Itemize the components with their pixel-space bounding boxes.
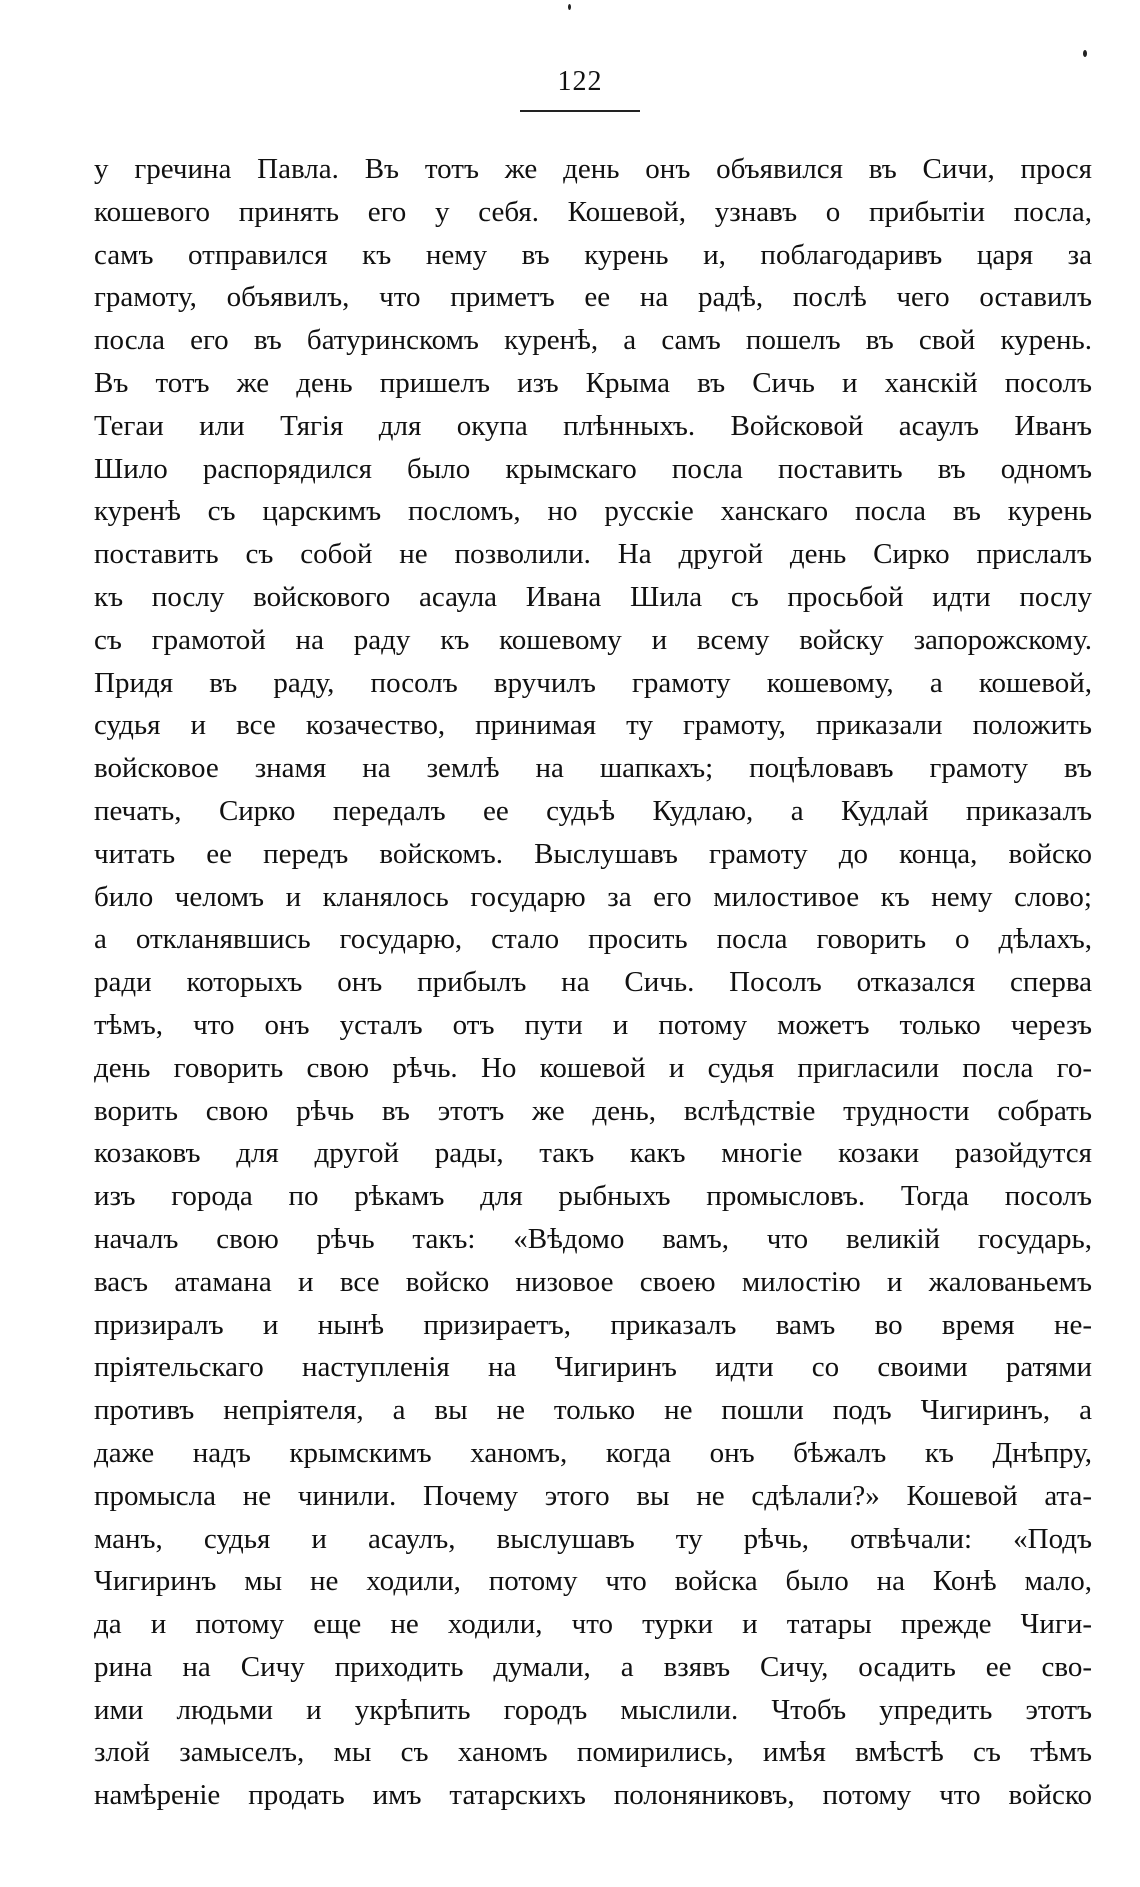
text-line: злой замыселъ, мы съ ханомъ помирились, имѣя вмѣстѣ съ тѣмъ [94, 1736, 1092, 1769]
text-line: противъ непріятеля, а вы не только не пошли подъ Чигиринъ, а [94, 1394, 1092, 1427]
text-line: войсковое знамя на землѣ на шапкахъ; поцѣловавъ грамоту въ [94, 752, 1092, 785]
text-line: судья и все козачество, принимая ту грамоту, приказали положить [94, 709, 1092, 742]
text-line: кошевого принять его у себя. Кошевой, узнавъ о прибытіи посла, [94, 195, 1092, 228]
text-line: ворить свою рѣчь въ этотъ же день, вслѣдствіе трудности собрать [94, 1094, 1092, 1127]
text-line: къ послу войскового асаула Ивана Шила съ просьбой идти послу [94, 580, 1092, 613]
text-line: печать, Сирко передалъ ее судьѣ Кудлаю, а Кудлай приказалъ [94, 794, 1092, 827]
text-line: у гречина Павла. Въ тотъ же день онъ объявился въ Сичи, прося [94, 153, 1092, 185]
text-line: да и потому еще не ходили, что турки и татары прежде Чиги- [94, 1608, 1092, 1641]
text-line: Чигиринъ мы не ходили, потому что войска было на Конѣ мало, [94, 1565, 1092, 1598]
text-line: било челомъ и кланялось государю за его милостивое къ нему слово; [94, 880, 1092, 913]
page-number: 122 [557, 66, 603, 97]
text-line: грамоту, объявилъ, что приметъ ее на радѣ, послѣ чего оставилъ [94, 281, 1092, 314]
text-line: промысла не чинили. Почему этого вы не сдѣлали?» Кошевой ата- [94, 1479, 1092, 1512]
text-line: изъ города по рѣкамъ для рыбныхъ промысловъ. Тогда посолъ [94, 1180, 1092, 1213]
text-line: даже надъ крымскимъ ханомъ, когда онъ бѣжалъ къ Днѣпру, [94, 1436, 1092, 1469]
text-line: рина на Сичу приходить думали, а взявъ Сичу, осадить ее сво- [94, 1650, 1092, 1683]
text-line: ими людьми и укрѣпить городъ мыслили. Чтобъ упредить этотъ [94, 1693, 1092, 1726]
text-line: началъ свою рѣчь такъ: «Вѣдомо вамъ, что великій государь, [94, 1222, 1092, 1255]
text-line: самъ отправился къ нему въ курень и, поблагодаривъ царя за [94, 238, 1092, 271]
text-line: куренѣ съ царскимъ посломъ, но русскіе ханскаго посла въ курень [94, 495, 1092, 528]
text-line: васъ атамана и все войско низовое своею милостію и жалованьемъ [94, 1265, 1092, 1298]
body-text [94, 148, 1092, 1817]
text-line: Шило распорядился было крымскаго посла поставить въ одномъ [94, 452, 1092, 485]
text-line: манъ, судья и асаулъ, выслушавъ ту рѣчь, отвѣчали: «Подъ [94, 1522, 1092, 1555]
text-line: съ грамотой на раду къ кошевому и всему войску запорожскому. [94, 623, 1092, 656]
text-line: поставить съ собой не позволили. На другой день Сирко прислалъ [94, 538, 1092, 571]
text-line: пріятельскаго наступленія на Чигиринъ идти со своими ратями [94, 1351, 1092, 1384]
page-number-underline [520, 110, 640, 112]
text-line: призиралъ и нынѣ призираетъ, приказалъ вамъ во время не- [94, 1308, 1092, 1341]
print-speck [1083, 50, 1087, 57]
print-speck [568, 4, 571, 10]
text-line: читать ее передъ войскомъ. Выслушавъ грамоту до конца, войско [94, 837, 1092, 870]
text-line: козаковъ для другой рады, такъ какъ многіе козаки разойдутся [94, 1137, 1092, 1170]
text-line: Въ тотъ же день пришелъ изъ Крыма въ Сичь и ханскій посолъ [94, 366, 1092, 399]
text-line: ради которыхъ онъ прибылъ на Сичь. Посолъ отказался сперва [94, 966, 1092, 999]
text-line: а откланявшись государю, стало просить посла говорить о дѣлахъ, [94, 923, 1092, 956]
text-line: намѣреніе продать имъ татарскихъ полоняниковъ, потому что войско [94, 1779, 1092, 1812]
text-line: посла его въ батуринскомъ куренѣ, а самъ пошелъ въ свой курень. [94, 324, 1092, 357]
text-line: день говорить свою рѣчь. Но кошевой и судья пригласили посла го- [94, 1051, 1092, 1084]
text-line: тѣмъ, что онъ усталъ отъ пути и потому можетъ только черезъ [94, 1008, 1092, 1041]
text-line: Придя въ раду, посолъ вручилъ грамоту кошевому, а кошевой, [94, 666, 1092, 699]
text-line: Тегаи или Тягія для окупа плѣнныхъ. Войсковой асаулъ Иванъ [94, 409, 1092, 442]
